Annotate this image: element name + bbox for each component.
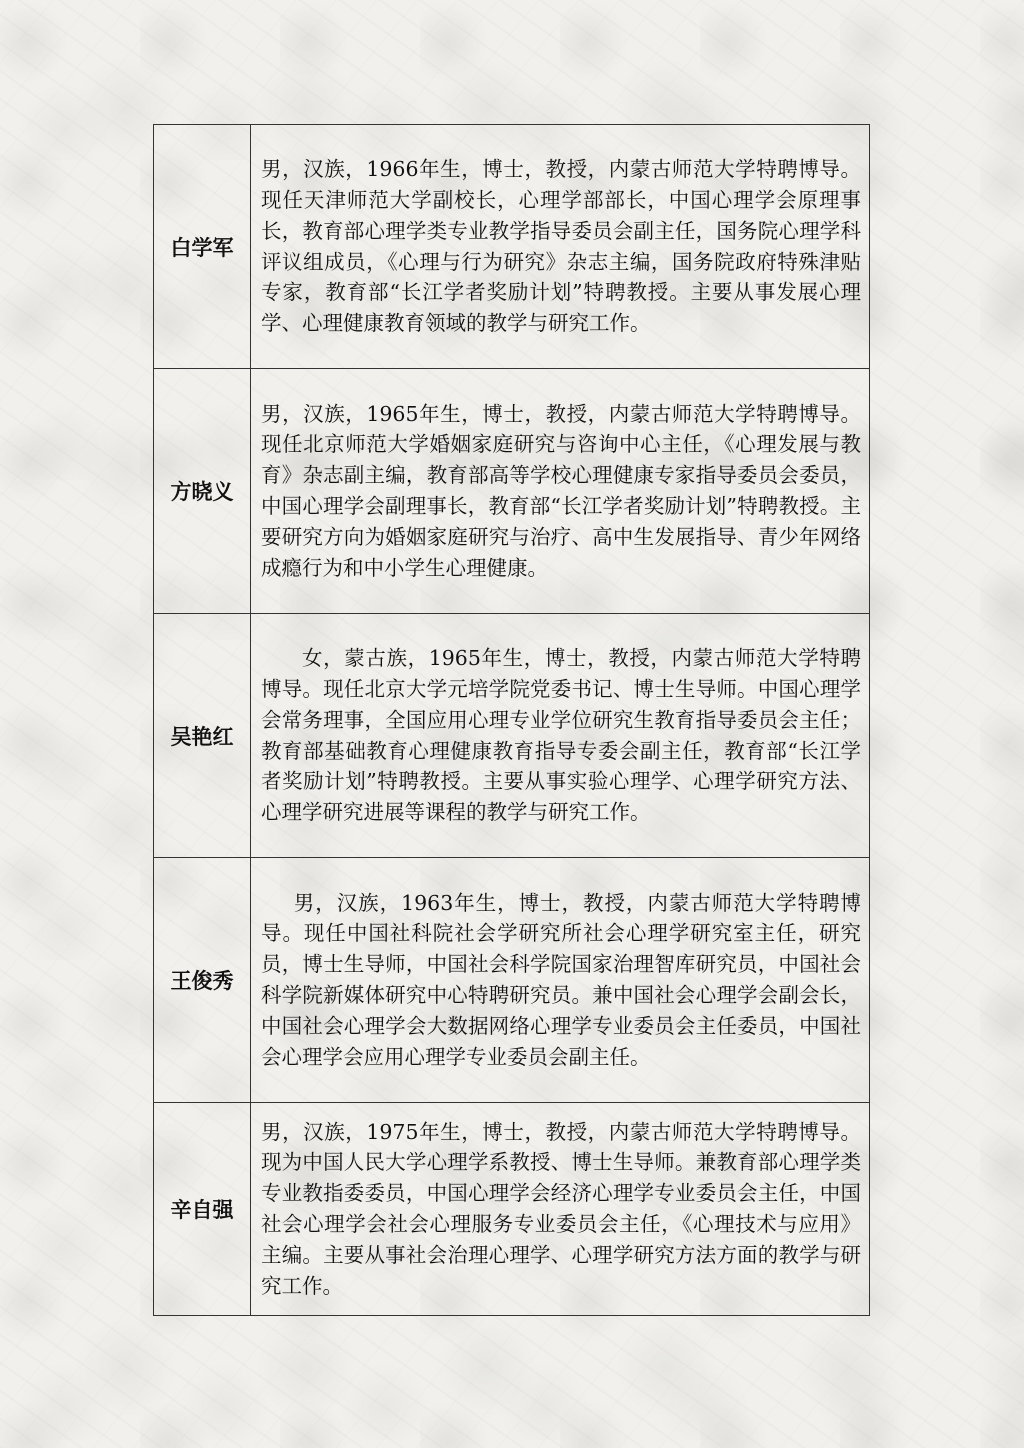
- profile-name: 辛自强: [154, 1103, 251, 1316]
- profile-bio: 男，汉族，1975年生，博士，教授，内蒙古师范大学特聘博导。现为中国人民大学心理学系教授、博士生导师。兼教育部心理学类专业教指委委员，中国心理学会经济心理学专业委员会主任，中国社会心理学会社会心理服务专业委员会主任，《心理技术与应用》主编。主要从事社会治理心理学、心理学研究方法方面的教学与研究工作。: [251, 1103, 870, 1316]
- profile-name: 方晓义: [154, 369, 251, 614]
- profile-bio: 男，汉族，1965年生，博士，教授，内蒙古师范大学特聘博导。现任北京师范大学婚姻家庭研究与咨询中心主任，《心理发展与教育》杂志副主编，教育部高等学校心理健康专家指导委员会委员，中国心理学会副理事长，教育部“长江学者奖励计划”特聘教授。主要研究方向为婚姻家庭研究与治疗、高中生发展指导、青少年网络成瘾行为和中小学生心理健康。: [251, 369, 870, 614]
- profile-row: [154, 858, 870, 1103]
- profile-page: [153, 124, 870, 1316]
- profile-name: 吴艳红: [154, 614, 251, 858]
- profile-bio: 男，汉族，1963年生，博士，教授，内蒙古师范大学特聘博导。现任中国社科院社会学研究所社会心理学研究室主任，研究员，博士生导师，中国社会科学院国家治理智库研究员，中国社会科学院新媒体研究中心特聘研究员。兼中国社会心理学会副会长，中国社会心理学会大数据网络心理学专业委员会主任委员，中国社会心理学会应用心理学专业委员会副主任。: [251, 858, 870, 1103]
- profile-bio: 男，汉族，1966年生，博士，教授，内蒙古师范大学特聘博导。现任天津师范大学副校长，心理学部部长，中国心理学会原理事长，教育部心理学类专业教学指导委员会副主任，国务院心理学科评议组成员，《心理与行为研究》杂志主编，国务院政府特殊津贴专家，教育部“长江学者奖励计划”特聘教授。主要从事发展心理学、心理健康教育领域的教学与研究工作。: [251, 125, 870, 369]
- profile-bio: 女，蒙古族，1965年生，博士，教授，内蒙古师范大学特聘博导。现任北京大学元培学院党委书记、博士生导师。中国心理学会常务理事，全国应用心理专业学位研究生教育指导委员会主任；教育部基础教育心理健康教育指导专委会副主任，教育部“长江学者奖励计划”特聘教授。主要从事实验心理学、心理学研究方法、心理学研究进展等课程的教学与研究工作。: [251, 614, 870, 858]
- profile-row: [154, 369, 870, 614]
- profile-name: 王俊秀: [154, 858, 251, 1103]
- profile-row: [154, 614, 870, 858]
- profile-row: [154, 1103, 870, 1316]
- profile-table: [153, 124, 870, 1316]
- profile-row: [154, 125, 870, 369]
- profile-name: 白学军: [154, 125, 251, 369]
